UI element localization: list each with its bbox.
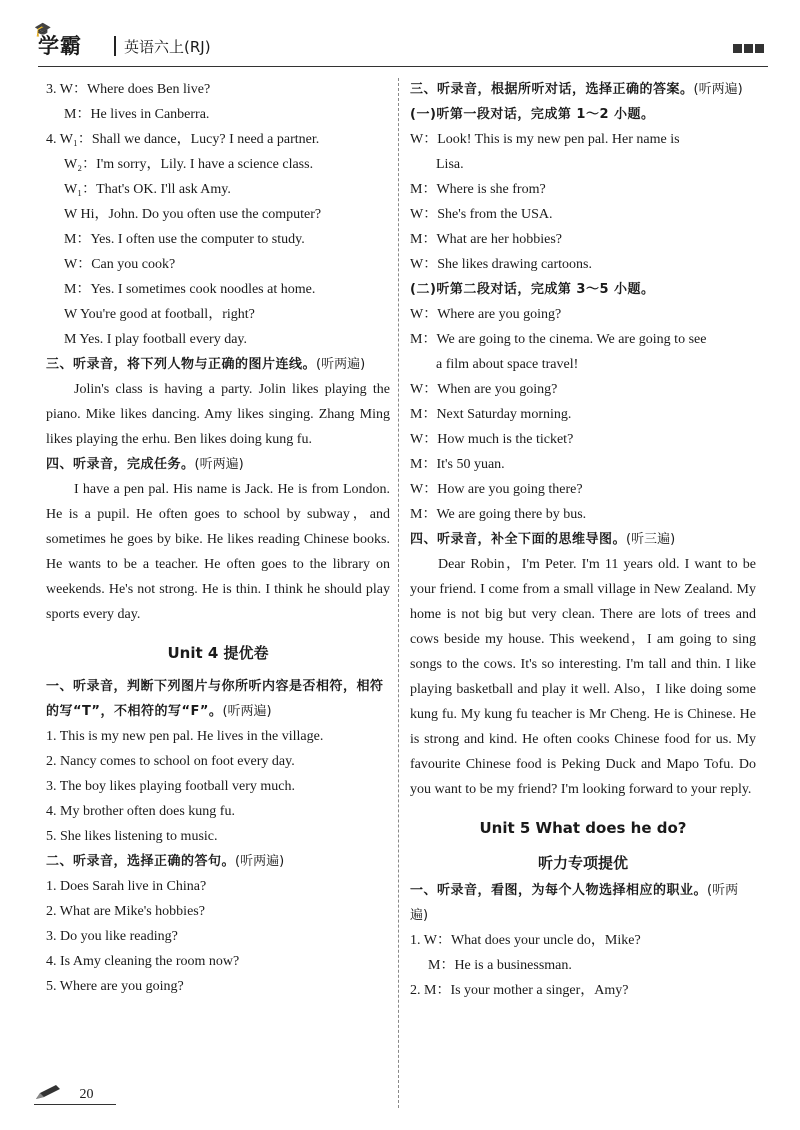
dialog-line: W：Where are you going? xyxy=(410,307,562,322)
section-heading: 一、听录音，判断下列图片与你所听内容是否相符，相符的写“T”，不相符的写“F”。(听两遍) xyxy=(46,679,384,719)
dialog-line: 3. W：Where does Ben live? xyxy=(46,82,211,97)
dialog-line: W：She's from the USA. xyxy=(410,207,553,222)
dialog-line: 1. W：What does your uncle do，Mike? xyxy=(410,933,641,948)
section-heading: 四、听录音，完成任务。(听两遍) xyxy=(46,457,244,472)
question-item: 1. Does Sarah live in China? xyxy=(46,879,207,894)
page-header xyxy=(34,22,768,74)
dialog-line: 4. W₁：Shall we dance，Lucy? I need a partner. xyxy=(46,132,320,147)
dialog-line: Lisa. xyxy=(436,157,464,172)
dialog-line: M：We are going there by bus. xyxy=(410,507,587,522)
question-item: 5. She likes listening to music. xyxy=(46,829,218,844)
grad-cap-icon: 🎓 xyxy=(34,22,53,38)
unit-title: Unit 5 What does he do? xyxy=(479,819,687,837)
dialog-line: W：Can you cook? xyxy=(64,257,176,272)
right-column xyxy=(410,77,756,1003)
dialog-line: M：Where is she from? xyxy=(410,182,546,197)
dialog-line: W₁：That's OK. I'll ask Amy. xyxy=(64,182,231,197)
listening-passage: Dear Robin，I'm Peter. I'm 11 years old. I want to be your friend. I come from a small village in New Zealand. My home is not big but very clean. There are lots of trees and cows beside my house. This weekend，I am going to sing songs to the cows. It's so interesting. I'm tall and thin. I like playing basketball and play it well. Also，I like doing some kung fu. My kung fu teacher is Mr Cheng. He is Chinese. He is strong and kind. He often cooks Chinese food for us. My favourite Chinese food is Peking Duck and Mapo Tofu. Do you want to be my friend? I'm looking forward to your reply. xyxy=(410,557,756,797)
page-number: 20 xyxy=(79,1086,94,1102)
dialog-line: W You're good at football，right? xyxy=(64,307,255,322)
header-rule xyxy=(38,66,768,67)
header-separator xyxy=(114,36,116,56)
dialog-line: M：Yes. I sometimes cook noodles at home. xyxy=(64,282,316,297)
dialog-line: a film about space travel! xyxy=(436,357,579,372)
question-item: 3. The boy likes playing football very much. xyxy=(46,779,295,794)
left-column xyxy=(46,77,390,999)
question-item: 2. Nancy comes to school on foot every day. xyxy=(46,754,295,769)
column-divider xyxy=(398,78,399,1108)
subsection-heading: (一)听第一段对话，完成第 1～2 小题。 xyxy=(410,107,655,122)
section-heading: 四、听录音，补全下面的思维导图。(听三遍) xyxy=(410,532,676,547)
unit-title: Unit 4 提优卷 xyxy=(167,644,269,662)
dialog-line: W：When are you going? xyxy=(410,382,558,397)
section-heading: 三、听录音，根据所听对话，选择正确的答案。(听两遍) xyxy=(410,82,743,97)
section-heading: 一、听录音，看图，为每个人物选择相应的职业。(听两遍) xyxy=(410,883,739,923)
page-footer xyxy=(34,1083,94,1106)
dialog-line: M：What are her hobbies? xyxy=(410,232,562,247)
dialog-line: M：He lives in Canberra. xyxy=(64,107,210,122)
question-item: 3. Do you like reading? xyxy=(46,929,178,944)
header-blocks-decoration xyxy=(731,40,764,58)
dialog-line: 2. M：Is your mother a singer，Amy? xyxy=(410,983,629,998)
dialog-line: M：Next Saturday morning. xyxy=(410,407,572,422)
pencil-icon xyxy=(34,1083,62,1106)
dialog-line: M：It's 50 yuan. xyxy=(410,457,505,472)
question-item: 1. This is my new pen pal. He lives in the village. xyxy=(46,729,324,744)
question-item: 4. Is Amy cleaning the room now? xyxy=(46,954,240,969)
dialog-line: W：She likes drawing cartoons. xyxy=(410,257,592,272)
question-item: 2. What are Mike's hobbies? xyxy=(46,904,205,919)
question-item: 5. Where are you going? xyxy=(46,979,184,994)
subsection-heading: (二)听第二段对话，完成第 3～5 小题。 xyxy=(410,282,655,297)
dialog-line: M Yes. I play football every day. xyxy=(64,332,248,347)
book-title: 英语六上(RJ) xyxy=(124,38,211,56)
section-heading: 三、听录音，将下列人物与正确的图片连线。(听两遍) xyxy=(46,357,366,372)
dialog-line: M：We are going to the cinema. We are going to see xyxy=(410,332,707,347)
unit-subtitle: 听力专项提优 xyxy=(537,854,628,872)
question-item: 4. My brother often does kung fu. xyxy=(46,804,235,819)
footer-rule xyxy=(34,1104,116,1105)
dialog-line: W₂：I'm sorry，Lily. I have a science class. xyxy=(64,157,314,172)
dialog-line: M：He is a businessman. xyxy=(428,958,572,973)
section-heading: 二、听录音，选择正确的答句。(听两遍) xyxy=(46,854,285,869)
listening-passage: I have a pen pal. His name is Jack. He is from London. He is a pupil. He often goes to school by subway，and sometimes he goes by bike. He likes reading Chinese books. He wants to be a teacher. He often goes to the library on weekends. He's not strong. He is thin. I think he should play sports every day. xyxy=(46,482,390,622)
dialog-line: W：How much is the ticket? xyxy=(410,432,574,447)
dialog-line: W：How are you going there? xyxy=(410,482,583,497)
listening-passage: Jolin's class is having a party. Jolin likes playing the piano. Mike likes dancing. Amy likes singing. Zhang Ming likes playing the erhu. Ben likes doing kung fu. xyxy=(46,382,390,447)
dialog-line: W Hi，John. Do you often use the computer? xyxy=(64,207,322,222)
dialog-line: W：Look! This is my new pen pal. Her name is xyxy=(410,132,680,147)
dialog-line: M：Yes. I often use the computer to study. xyxy=(64,232,305,247)
brand-logo: 🎓 学霸 xyxy=(34,22,82,58)
